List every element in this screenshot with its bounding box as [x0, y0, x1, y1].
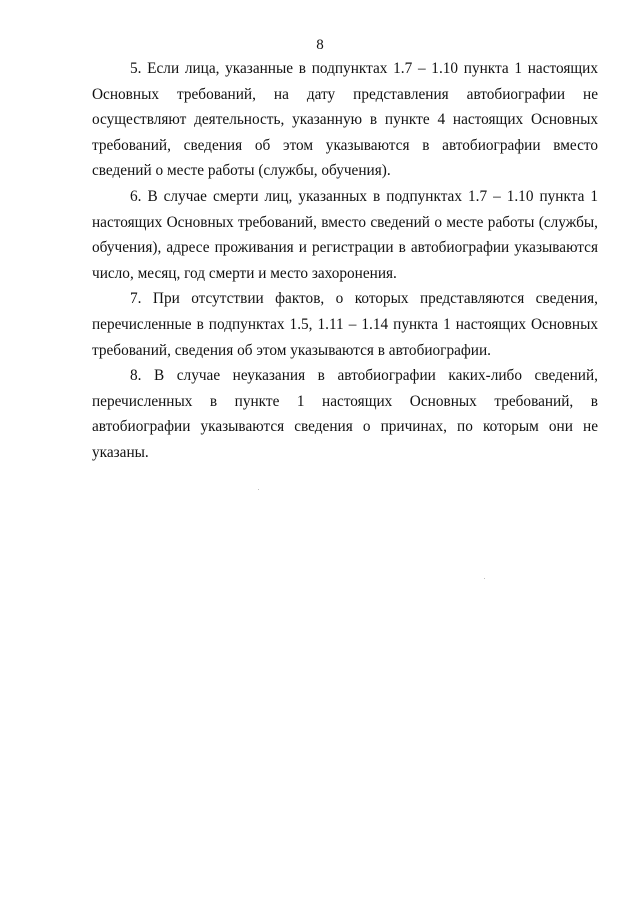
document-body	[92, 56, 598, 466]
paragraph-6: 6. В случае смерти лиц, указанных в подпунктах 1.7 – 1.10 пункта 1 настоящих Основных требований, вместо сведений о месте работы (службы, обучения), адресе проживания и регистрации в автобиографии указываются число, месяц, год смерти и место захоронения.	[92, 187, 598, 282]
paragraph-7: 7. При отсутствии фактов, о которых представляются сведения, перечисленные в подпунктах 1.5, 1.11 – 1.14 пункта 1 настоящих Основных требований, сведения об этом указываются в автобиографии.	[92, 290, 598, 359]
paragraph-8: 8. В случае неуказания в автобиографии каких-либо сведений, перечисленных в пункте 1 настоящих Основных требований, в автобиографии указываются сведения о причинах, по которым они не указаны.	[92, 367, 598, 461]
page-number: 8	[316, 37, 324, 53]
scan-speck	[484, 578, 485, 579]
scan-speck	[258, 489, 259, 490]
paragraph-5: 5. Если лица, указанные в подпунктах 1.7 – 1.10 пункта 1 настоящих Основных требований, на дату представления автобиографии не осуществляют деятельность, указанную в пункте 4 настоящих Основных требований, сведения об этом указываются в автобиографии вместо сведений о месте работы (службы, обучения).	[92, 60, 598, 180]
